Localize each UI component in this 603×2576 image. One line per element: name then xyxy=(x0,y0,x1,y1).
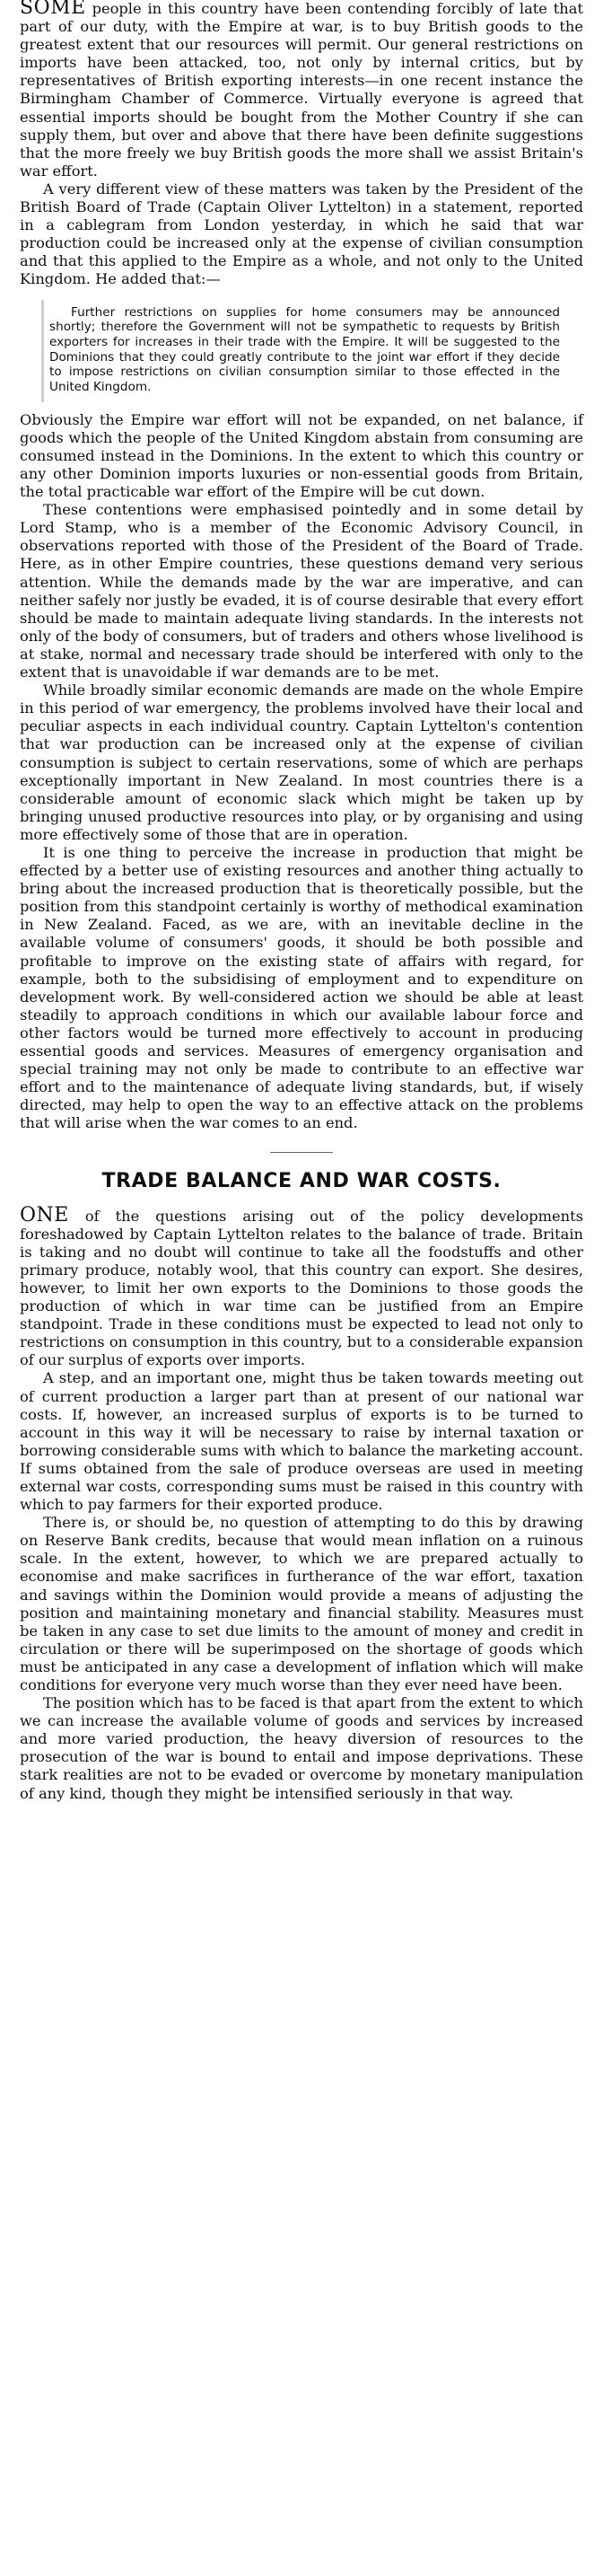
article2-headline: TRADE BALANCE AND WAR COSTS. xyxy=(101,1170,502,1193)
article1-paragraph-3: Obviously the Empire war effort will not be expanded, on net balance, if goods which the people of the United Kingdom abstain from consuming are consumed instead in the Dominions. In the extent to which this country or any other Dominion imports luxuries or non-essential goods from Britain, the total practicable war effort of the Empire will be cut down. xyxy=(20,410,583,501)
article1-paragraph-5: While broadly similar economic demands are made on the whole Empire in this period of war emergency, the problems involved have their local and peculiar aspects in each individual country. Captain Lyttelton's contention that war production can be increased only at the expense of civilian consumption is subject to certain reservations, some of which are perhaps exceptionally important in New Zealand. In most countries there is a considerable amount of economic slack which might be taken up by bringing unused productive resources into play, or by organising and using more effectively some of those that are in operation. xyxy=(20,681,583,843)
editorial-article-buy-british xyxy=(20,0,583,1132)
article2-paragraph-4: The position which has to be faced is that apart from the extent to which we can increase the available volume of goods and services by increased and more varied production, the heavy diversion of resources to the prosecution of the war is bound to entail and impose deprivations. These stark realities are not to be evaded or overcome by monetary manipulation of any kind, though they might be intensified seriously in that way. xyxy=(20,1694,583,1802)
section-divider xyxy=(270,1152,333,1153)
article2-paragraph-1 xyxy=(20,1203,583,1370)
article1-paragraph-6: It is one thing to perceive the increase in production that might be effected by a better use of existing resources and another thing actually to bring about the increased production that is theoretically possible, but the position from this standpoint certainly is worthy of methodical examination in New Zealand. Faced, as we are, with an inevitable decline in the available volume of consumers' goods, it should be both possible and profitable to improve on the existing state of affairs with regard, for example, both to the subsidising of employment and to expenditure on development work. By well-considered action we should be able at least steadily to approach conditions in which our available labour force and other factors would be turned more effectively to account in producing essential goods and services. Measures of emergency organisation and special training may not only be made to contribute to an effective war effort and to the maintenance of adequate living standards, but, if wisely directed, may help to open the way to an effective attack on the problems that will arise when the war comes to an end. xyxy=(20,843,583,1132)
article2-paragraph-3: There is, or should be, no question of attempting to do this by drawing on Reserve Bank credits, because that would mean inflation on a ruinous scale. In the extent, however, to which we are prepared actually to economise and make sacrifices in furtherance of the war effort, taxation and savings within the Dominion would provide a means of adjusting the position and maintaining monetary and financial stability. Measures must be taken in any case to set due limits to the amount of money and credit in circulation or there will be superimposed on the shortage of goods which must be anticipated in any case a development of inflation which will make conditions for everyone very much worse than they ever need have been. xyxy=(20,1514,583,1693)
article2-paragraph-2: A step, and an important one, might thus be taken towards meeting out of current production a larger part than at present of our national war costs. If, however, an increased surplus of exports is to be turned to account in this way it will be necessary to raise by internal taxation or borrowing considerable sums with which to balance the marketing account. If sums obtained from the sale of produce overseas are used in meeting external war costs, corresponding sums must be raised in this country with which to pay farmers for their exported produce. xyxy=(20,1369,583,1514)
article1-paragraph-1-text: people in this country have been contending forcibly of late that part of our duty, with the Empire at war, is to buy British goods to the greatest extent that our resources will permit. Our general restrictions on imports have been attacked, too, not only by internal critics, but by representatives of British exporting interests—in one recent instance the Birmingham Chamber of Commerce. Virtually everyone is agreed that essential imports should be bought from the Mother Country if she can supply them, but over and above that there have been definite suggestions that the more freely we buy British goods the more shall we assist Britain's war effort. xyxy=(20,0,583,180)
lyttelton-quote-text: Further restrictions on supplies for home consumers may be announced shortly; therefore the Government will not be sympathetic to requests by British exporters for increases in their trade with the Empire. It will be suggested to the Dominions that they could greatly contribute to the joint war effort if they decide to impose restrictions on civilian consumption similar to those effected in the United Kingdom. xyxy=(49,304,560,395)
lyttelton-quote xyxy=(41,300,567,402)
article1-paragraph-2: A very different view of these matters was taken by the President of the British Board of Trade (Captain Oliver Lyttelton) in a statement, reported in a cablegram from London yesterday, in which he said that war production could be increased only at the expense of civilian consumption and that this applied to the Empire as a whole, and not only to the United Kingdom. He added that:— xyxy=(20,180,583,288)
article2-paragraph-1-text: of the questions arising out of the policy developments foreshadowed by Captain Lyttelton relates to the balance of trade. Britain is taking and no doubt will continue to take all the foodstuffs and other primary produce, notably wool, that this country can export. She desires, however, to limit her own exports to the Dominions to those goods the production of which in war time can be justified from an Empire standpoint. Trade in these conditions must be expected to lead not only to restrictions on consumption in this country, but to a considerable expansion of our surplus of exports over imports. xyxy=(20,1207,583,1369)
article2-dropcap: ONE xyxy=(20,1203,69,1226)
article1-dropcap: SOME xyxy=(20,0,86,19)
article1-paragraph-1 xyxy=(20,0,583,180)
article1-paragraph-4: These contentions were emphasised pointedly and in some detail by Lord Stamp, who is a member of the Economic Advisory Council, in observations reported with those of the President of the Board of Trade. Here, as in other Empire countries, these questions demand very serious attention. While the demands made by the war are imperative, and can neither safely nor justly be evaded, it is of course desirable that every effort should be made to maintain adequate living standards. In the interests not only of the body of consumers, but of traders and others whose livelihood is at stake, normal and necessary trade should be interfered with only to the extent that is unavoidable if war demands are to be met. xyxy=(20,501,583,681)
editorial-article-trade-balance xyxy=(20,1170,583,1802)
